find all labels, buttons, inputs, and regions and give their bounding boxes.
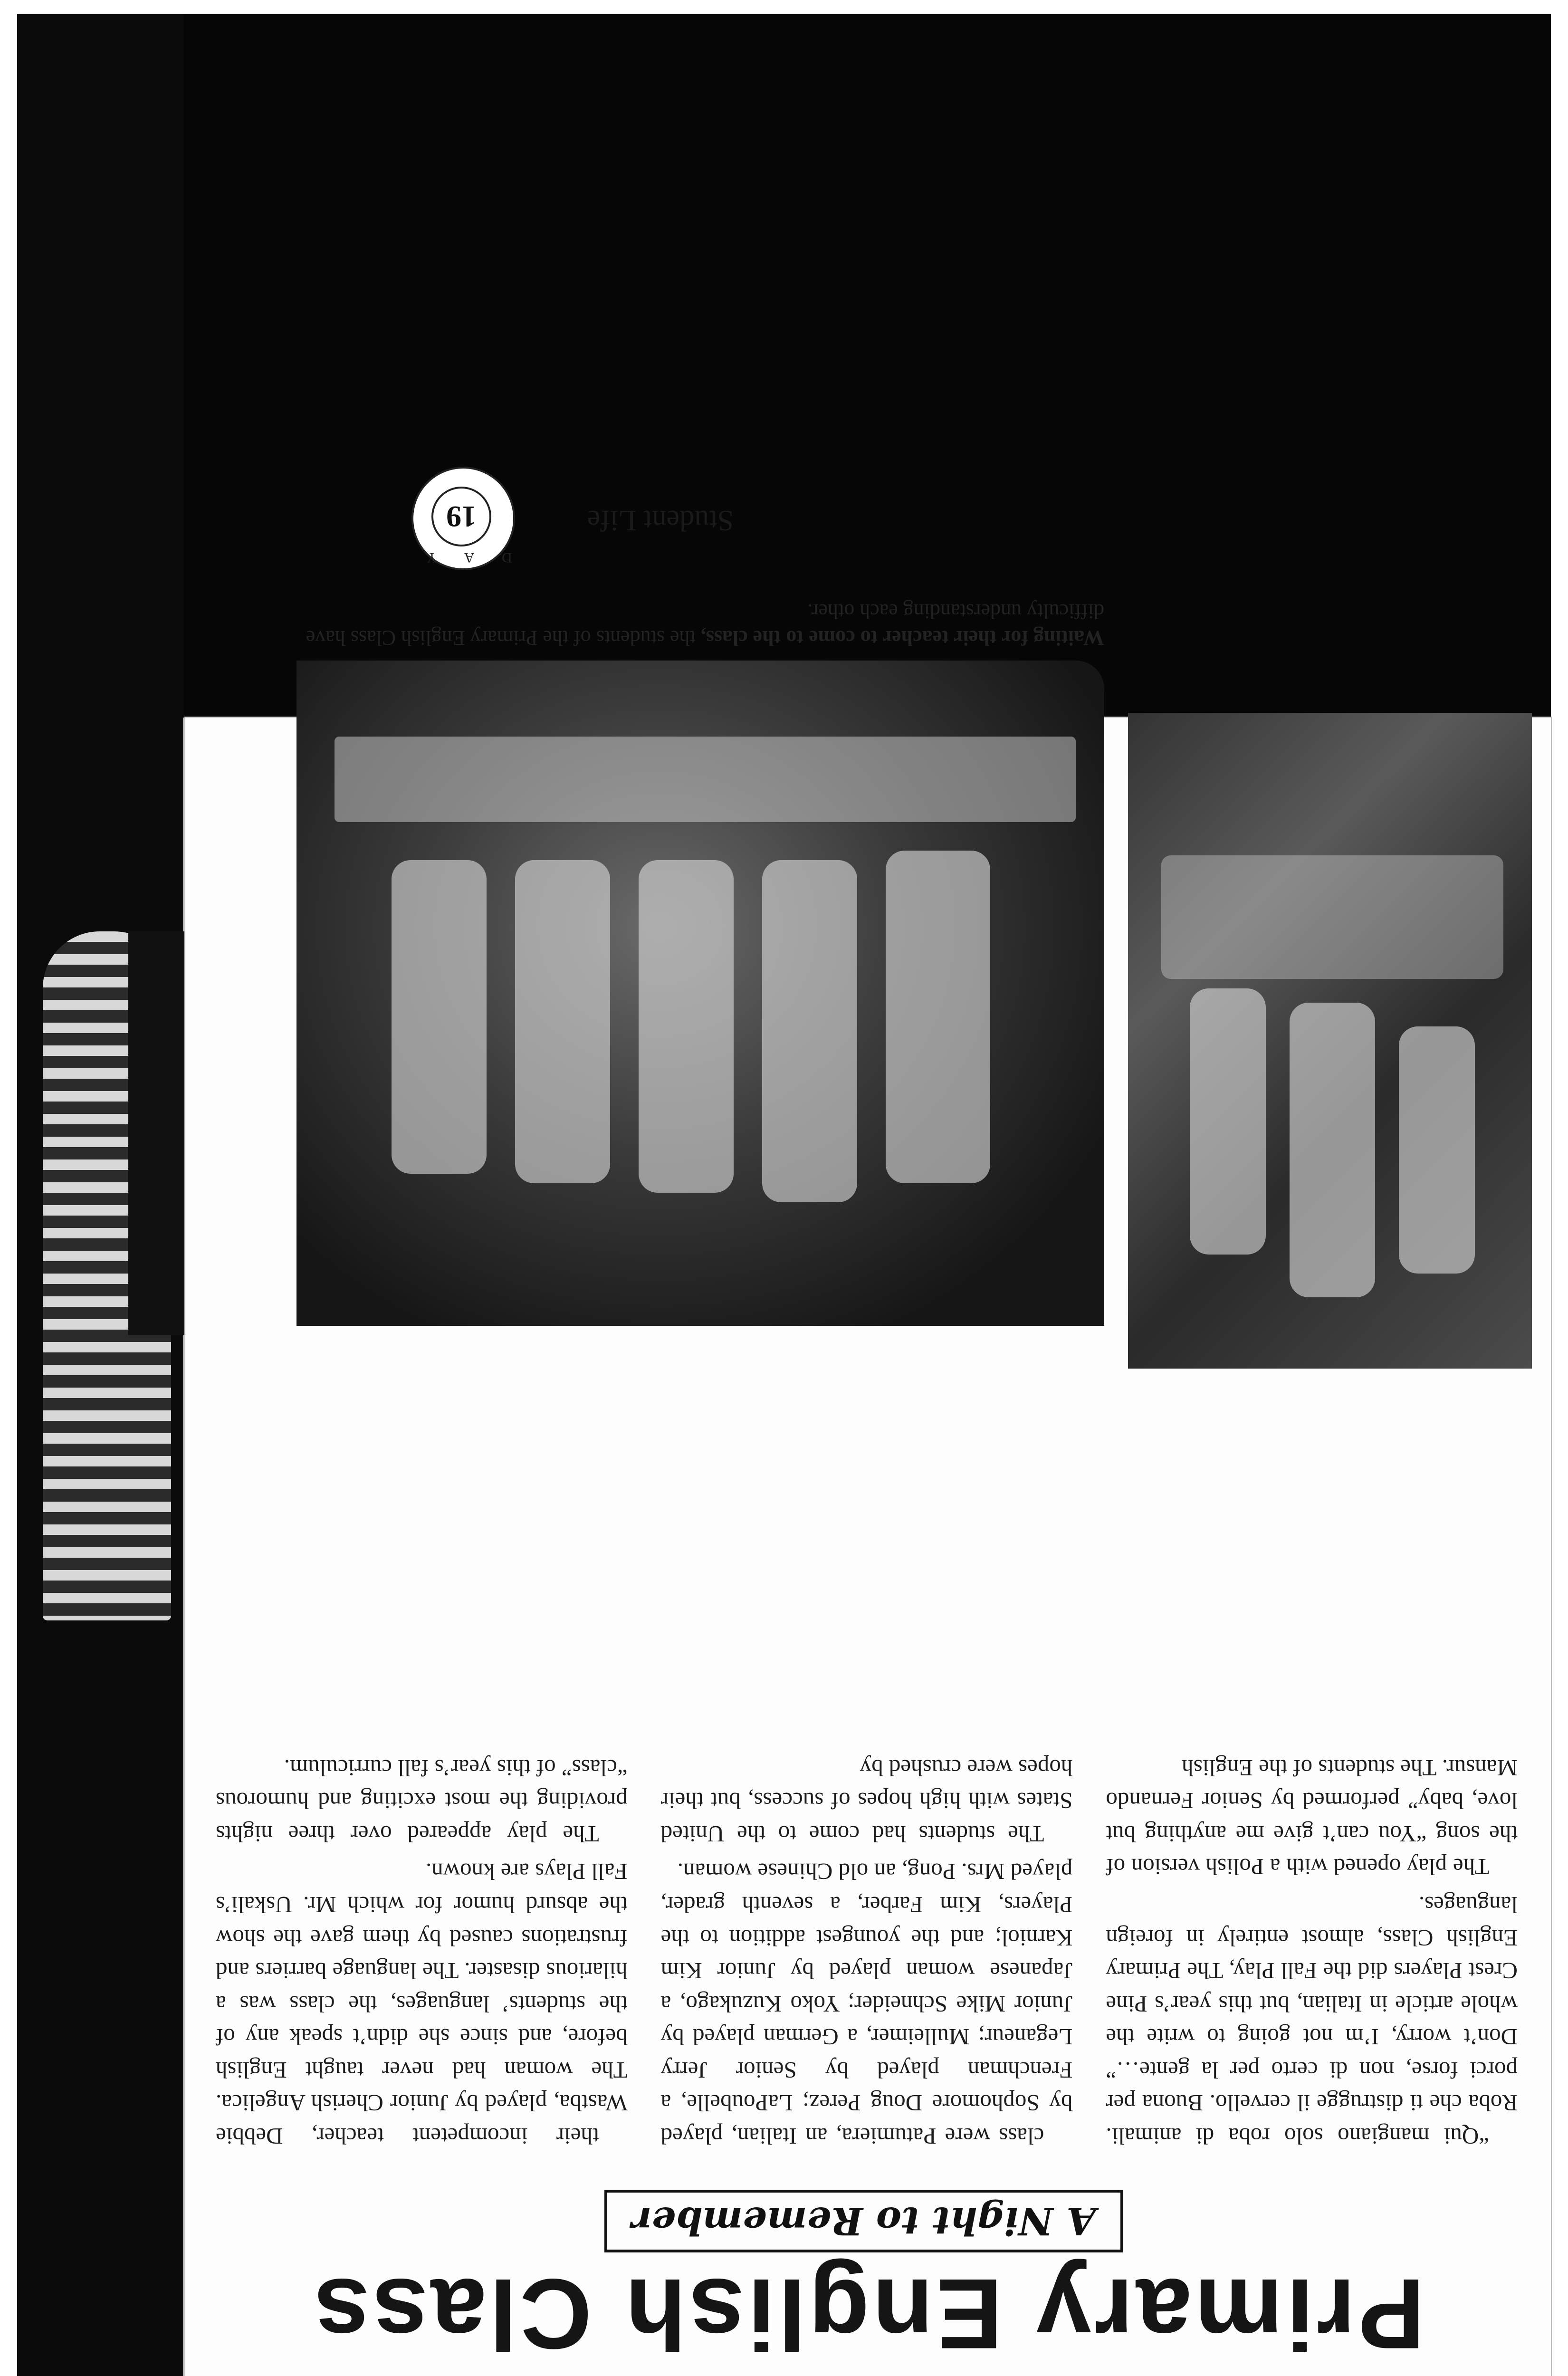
photo-figure xyxy=(1190,988,1266,1255)
binder-shadow xyxy=(128,931,190,1335)
yearbook-page xyxy=(185,500,1551,2376)
photo-figure xyxy=(392,860,487,1174)
photo-figure xyxy=(1399,1026,1475,1274)
badge-letters: D A Y xyxy=(414,550,512,565)
section-label: Student Life xyxy=(587,504,734,537)
paragraph: their incompetent teacher, Debbie Wastba, played by Junior Cherish Angelica. The woman had never taught English before, and since she didn’t speak any of the students’ languages, the class was a hilarious disaster. The language barriers and frustrations caused by them gave the show the absurd humor for which Mr. Uskali’s Fall Plays are known. xyxy=(215,1859,628,2149)
page-number: 19 xyxy=(431,487,491,546)
photo-cast-group xyxy=(1128,713,1532,1369)
page-subtitle: A Night to Remember xyxy=(604,2190,1123,2252)
page-title: Primary English Class xyxy=(311,2258,1425,2370)
photo-figure xyxy=(886,851,990,1183)
photo-figure xyxy=(1290,1003,1375,1297)
photo-figure xyxy=(639,860,734,1193)
paragraph: “Qui mangiano solo roba di animali. Roba che ti distrugge il cervello. Buona per porci forse, non di certo per la gente…” Don’t worry, I’m not going to write the whole article in Italian, but this year’s Pine Crest Players did the Fall Play, The Primary English Class, almost entirely in foreign languages. xyxy=(1106,1891,1518,2149)
caption-text: the students of the Primary English Class have difficulty understanding each other. xyxy=(306,599,1104,650)
photo-classroom-scene xyxy=(296,661,1104,1326)
paragraph: The play appeared over three nights providing the most exciting and humorous “class” of this year’s fall curriculum. xyxy=(215,1754,628,1847)
article-column-2 xyxy=(661,1411,1073,2153)
photo-backdrop xyxy=(335,737,1076,822)
article-column-1 xyxy=(1106,1411,1518,2153)
photo-figure xyxy=(762,860,857,1202)
paragraph: The play opened with a Polish version of the song “You can’t give me anything but love, baby” performed by Senior Fernando Mansur. The students of the English xyxy=(1106,1754,1518,1880)
article-columns xyxy=(216,1411,1518,2153)
article-column-3 xyxy=(216,1411,628,2153)
paragraph: The students had come to the United States with high hopes of success, but their hopes were crushed by xyxy=(660,1754,1073,1847)
caption-lead: Waiting for their teacher to come to the class, xyxy=(700,626,1104,650)
page-number-badge xyxy=(411,467,515,570)
photo-figure xyxy=(515,860,610,1183)
photo-floor xyxy=(1161,855,1503,979)
photo-caption xyxy=(296,597,1104,651)
paragraph: class were Patumiera, an Italian, played by Sophomore Doug Perez; LaPoubelle, a Frenchman played by Senior Jerry Leganeur; Mulleimer, a German played by Junior Mike Schneider; Yoko Kuzukago, a Japanese woman played by Junior Kim Karniol; and the youngest addition to the Players, Kim Farber, a seventh grader, played Mrs. Pong, an old Chinese woman. xyxy=(660,1859,1073,2149)
